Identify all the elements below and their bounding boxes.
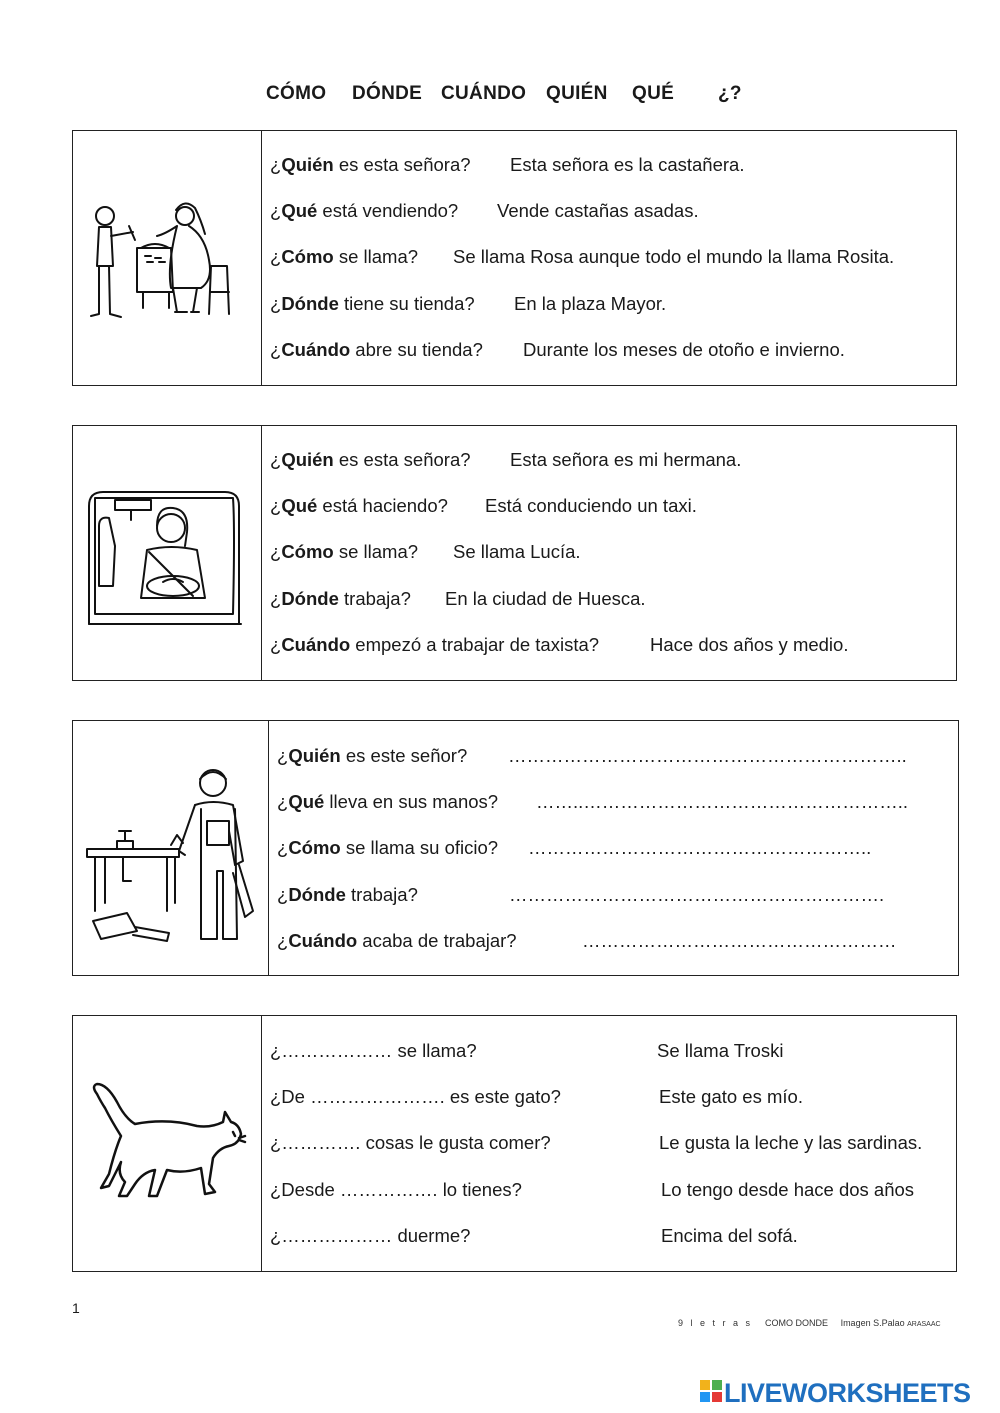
title-word-donde: DÓNDE [352, 83, 423, 104]
question-with-blank[interactable]: ¿……………… se llama? [270, 1040, 477, 1061]
question: ¿Dónde trabaja? [270, 588, 411, 609]
qa-row [262, 1225, 956, 1251]
question-with-blank[interactable]: ¿…………. cosas le gusta comer? [270, 1132, 551, 1153]
title-word-cuando: CUÁNDO [441, 83, 527, 104]
question: ¿Quién es esta señora? [270, 449, 471, 470]
qa-list [262, 131, 956, 385]
answer: Está conduciendo un taxi. [485, 495, 697, 516]
answer: Se llama Rosa aunque todo el mundo la llama Rosita. [453, 246, 895, 267]
answer: Este gato es mío. [659, 1086, 803, 1107]
answer: Le gusta la leche y las sardinas. [659, 1132, 923, 1153]
question: ¿Quién es esta señora? [270, 154, 471, 175]
qa-row [262, 634, 956, 660]
qa-row [269, 930, 958, 956]
qa-row [262, 339, 956, 365]
liveworksheets-logo-text: LIVEWORKSHEETS [724, 1378, 971, 1408]
qa-row [262, 1179, 956, 1205]
title-word-que: QUÉ [632, 83, 675, 104]
question: ¿Dónde trabaja? [277, 884, 418, 905]
question-with-blank[interactable]: ¿Desde ……………. lo tienes? [270, 1179, 522, 1200]
question: ¿Cuándo empezó a trabajar de taxista? [270, 634, 600, 655]
qa-row [269, 884, 958, 910]
answer-blank[interactable]: ……………………………………………………. [509, 884, 885, 905]
qa-row [262, 1086, 956, 1112]
question: ¿Cuándo abre su tienda? [270, 339, 483, 360]
question: ¿Qué lleva en sus manos? [277, 791, 499, 812]
qa-row [269, 745, 958, 771]
qa-row [262, 200, 956, 226]
credits-source: ARASAAC [907, 1321, 941, 1328]
taxi-driver-illustration [85, 486, 245, 631]
qa-list [262, 1016, 956, 1271]
answer: Se llama Lucía. [453, 541, 581, 562]
section-carpenter [72, 720, 959, 976]
answer: Durante los meses de otoño e invierno. [523, 339, 845, 360]
answer: En la ciudad de Huesca. [445, 588, 646, 609]
credits-image: Imagen S.Palao [840, 1318, 905, 1328]
answer: Se llama Troski [657, 1040, 784, 1061]
credits-title: COMO DONDE [765, 1318, 829, 1328]
chestnut-seller-illustration [85, 196, 247, 326]
image-cell [73, 131, 262, 385]
credits-letters: 9 l e t r a s [678, 1318, 753, 1328]
qa-row [262, 541, 956, 567]
qa-row [262, 293, 956, 319]
answer: Hace dos años y medio. [650, 634, 849, 655]
answer-blank[interactable]: ……………………………………………….. [528, 837, 872, 858]
qa-row [269, 791, 958, 817]
answer-blank[interactable]: …………………………………………… [582, 930, 897, 951]
page-number: 1 [72, 1300, 80, 1316]
question: ¿Dónde tiene su tienda? [270, 293, 475, 314]
image-cell [73, 721, 269, 975]
question: ¿Qué está vendiendo? [270, 200, 459, 221]
question: ¿Cómo se llama su oficio? [277, 837, 499, 858]
qa-row [262, 1040, 956, 1066]
section-chestnut-seller [72, 130, 957, 386]
liveworksheets-logo-icon [700, 1380, 722, 1402]
title-question-marks: ¿? [718, 83, 742, 104]
section-cat [72, 1015, 957, 1272]
question-with-blank[interactable]: ¿De …………………. es este gato? [270, 1086, 561, 1107]
question-with-blank[interactable]: ¿……………… duerme? [270, 1225, 471, 1246]
section-taxi-driver [72, 425, 957, 681]
title-word-quien: QUIÉN [546, 83, 608, 104]
answer: Encima del sofá. [661, 1225, 798, 1246]
answer: Vende castañas asadas. [497, 200, 699, 221]
question: ¿Quién es este señor? [277, 745, 468, 766]
answer: En la plaza Mayor. [514, 293, 667, 314]
question: ¿Qué está haciendo? [270, 495, 448, 516]
qa-list [262, 426, 956, 680]
qa-row [262, 1132, 956, 1158]
answer-blank[interactable]: ……………………………………………………….. [508, 745, 907, 766]
answer: Esta señora es la castañera. [510, 154, 745, 175]
image-cell [73, 1016, 262, 1271]
question: ¿Cómo se llama? [270, 541, 419, 562]
worksheet-title [0, 83, 1000, 107]
qa-row [269, 837, 958, 863]
qa-row [262, 495, 956, 521]
cat-illustration [87, 1074, 247, 1209]
qa-row [262, 449, 956, 475]
qa-list [269, 721, 958, 975]
answer-blank[interactable]: ……..…………………………………………….. [536, 791, 909, 812]
qa-row [262, 588, 956, 614]
credits [678, 1318, 941, 1328]
image-cell [73, 426, 262, 680]
title-word-como: CÓMO [266, 83, 327, 104]
question: ¿Cómo se llama? [270, 246, 419, 267]
qa-row [262, 154, 956, 180]
answer: Esta señora es mi hermana. [510, 449, 742, 470]
qa-row [262, 246, 956, 272]
answer: Lo tengo desde hace dos años [661, 1179, 915, 1200]
question: ¿Cuándo acaba de trabajar? [277, 930, 517, 951]
carpenter-illustration [83, 761, 259, 946]
